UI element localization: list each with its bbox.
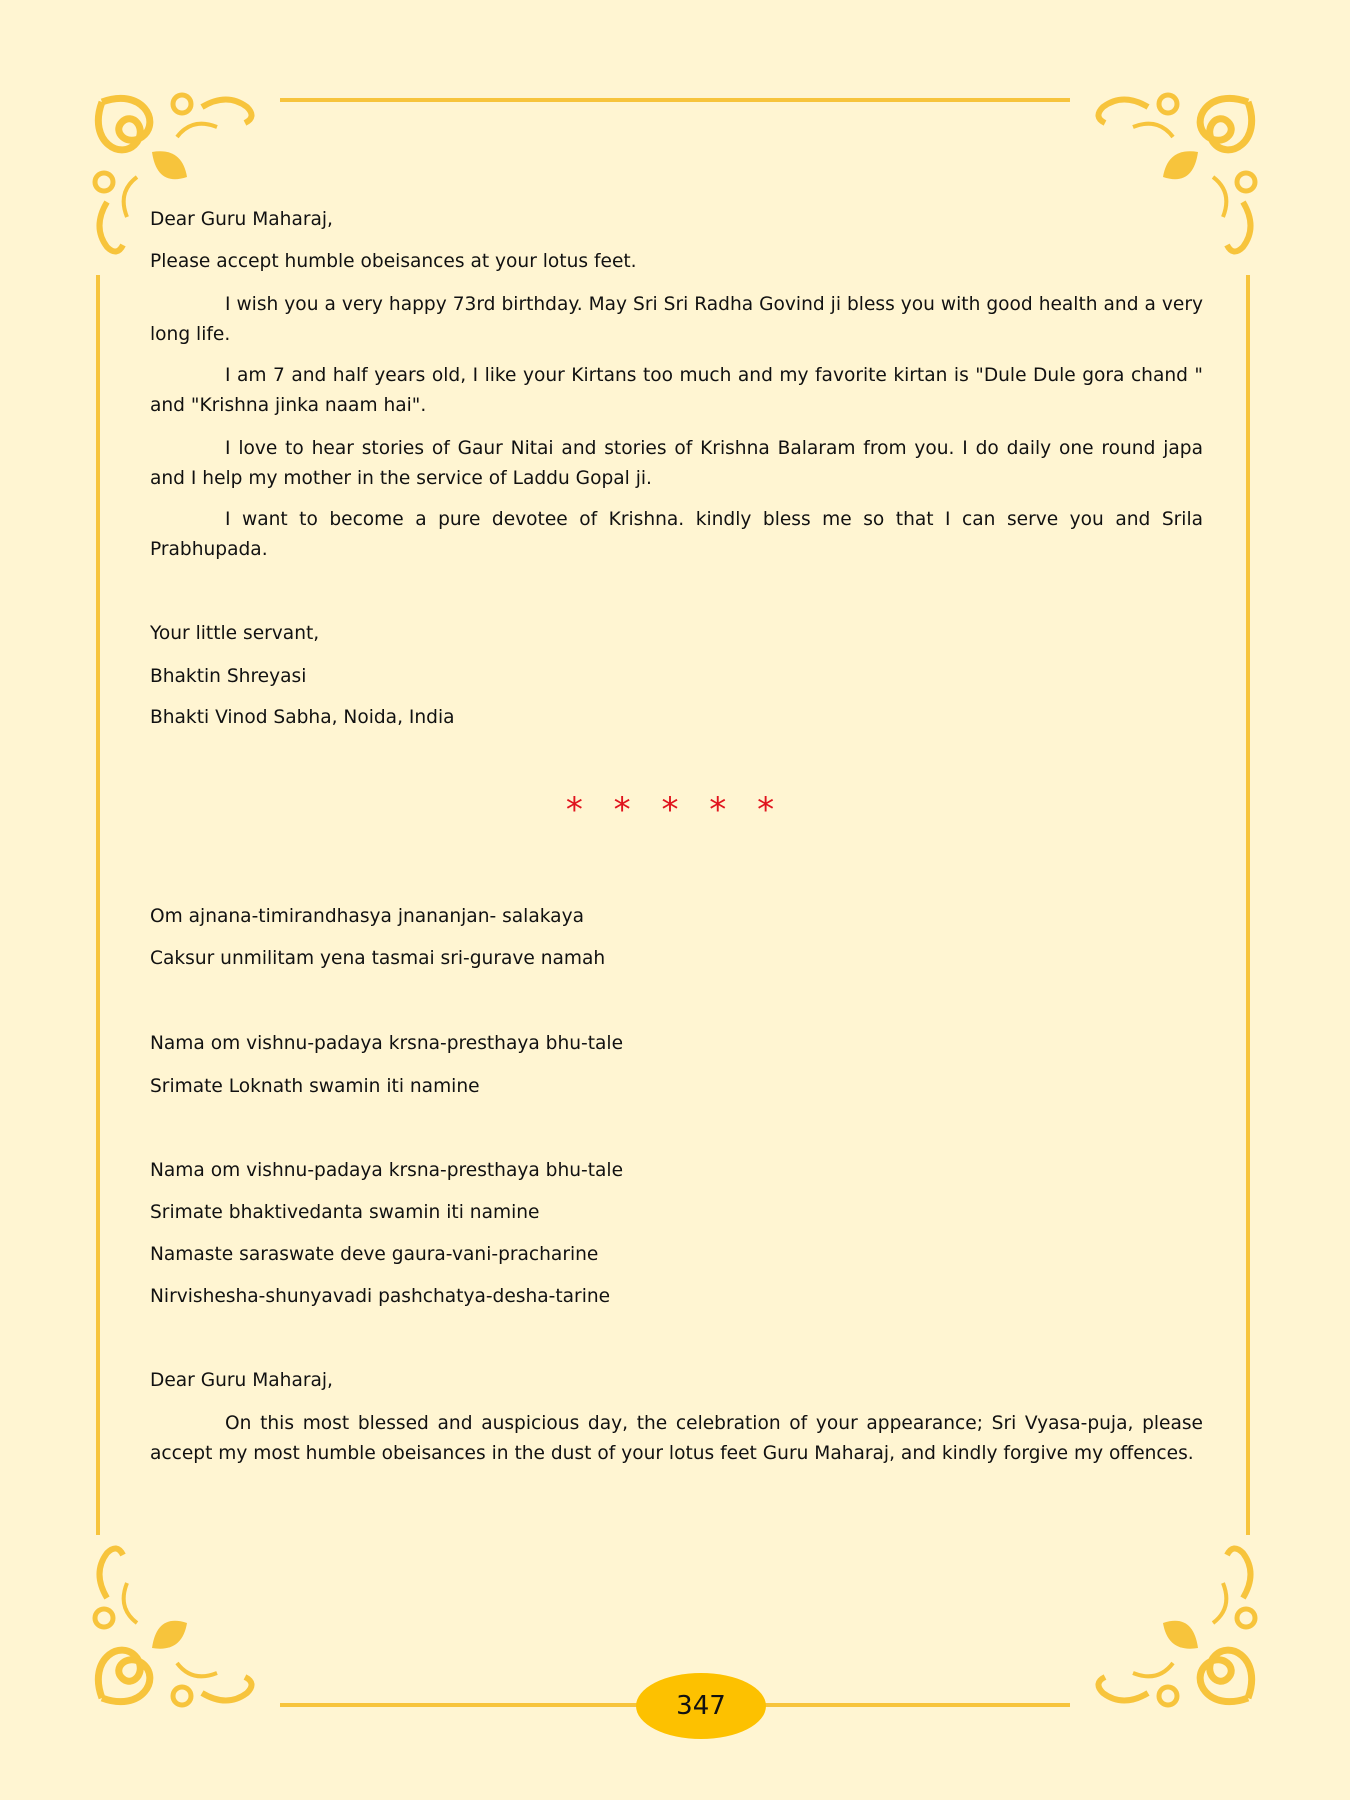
prayer-line: Srimate bhaktivedanta swamin iti namine: [150, 1202, 540, 1223]
prayer-line: Nama om vishnu-padaya krsna-presthaya bhu-tale: [150, 1160, 624, 1181]
corner-ornament-bottom-right: [1078, 1528, 1268, 1718]
letter1-signature-name: Bhaktin Shreyasi: [150, 666, 307, 687]
letter2-paragraph: On this most blessed and auspicious day, the celebration of your appearance; Sri Vyasa-puja, please accept my most humble obeisances in the dust of your lotus feet Guru Maharaj, and kindly forgive my offences.: [150, 1413, 1203, 1464]
prayer-line: Caksur unmilitam yena tasmai sri-gurave namah: [150, 948, 606, 969]
letter1-signature-place: Bhakti Vinod Sabha, Noida, India: [150, 707, 455, 728]
separator-stars: * * * * *: [565, 790, 785, 830]
border-bottom-left: [280, 1703, 640, 1707]
border-top: [280, 98, 1070, 102]
letter1-paragraph: I wish you a very happy 73rd birthday. May Sri Sri Radha Govind ji bless you with good health and a very long life.: [150, 294, 1203, 345]
prayer-line: Nirvishesha-shunyavadi pashchatya-desha-tarine: [150, 1286, 611, 1307]
border-right: [1246, 275, 1250, 1535]
letter1-closing: Your little servant,: [150, 623, 320, 644]
letter1-salutation: Dear Guru Maharaj,: [150, 209, 333, 230]
border-bottom-right: [762, 1703, 1070, 1707]
prayer-line: Om ajnana-timirandhasya jnananjan- salakaya: [150, 906, 584, 927]
page-number-badge: 347: [636, 1673, 766, 1739]
corner-ornament-top-right: [1078, 82, 1268, 272]
corner-ornament-top-left: [82, 82, 272, 272]
prayer-line: Srimate Loknath swamin iti namine: [150, 1076, 480, 1097]
letter2-salutation: Dear Guru Maharaj,: [150, 1370, 333, 1391]
prayer-line: Namaste saraswate deve gaura-vani-pracharine: [150, 1244, 599, 1265]
corner-ornament-bottom-left: [82, 1528, 272, 1718]
letter1-paragraph: I love to hear stories of Gaur Nitai and stories of Krishna Balaram from you. I do daily one round japa and I help my mother in the service of Laddu Gopal ji.: [150, 438, 1203, 489]
letter1-opening: Please accept humble obeisances at your lotus feet.: [150, 251, 637, 272]
letter1-paragraph: I want to become a pure devotee of Krishna. kindly bless me so that I can serve you and Srila Prabhupada.: [150, 509, 1203, 560]
letter1-paragraph: I am 7 and half years old, I like your Kirtans too much and my favorite kirtan is "Dule Dule gora chand " and "Krishna jinka naam hai".: [150, 365, 1203, 416]
border-left: [96, 275, 100, 1535]
prayer-line: Nama om vishnu-padaya krsna-presthaya bhu-tale: [150, 1033, 624, 1054]
